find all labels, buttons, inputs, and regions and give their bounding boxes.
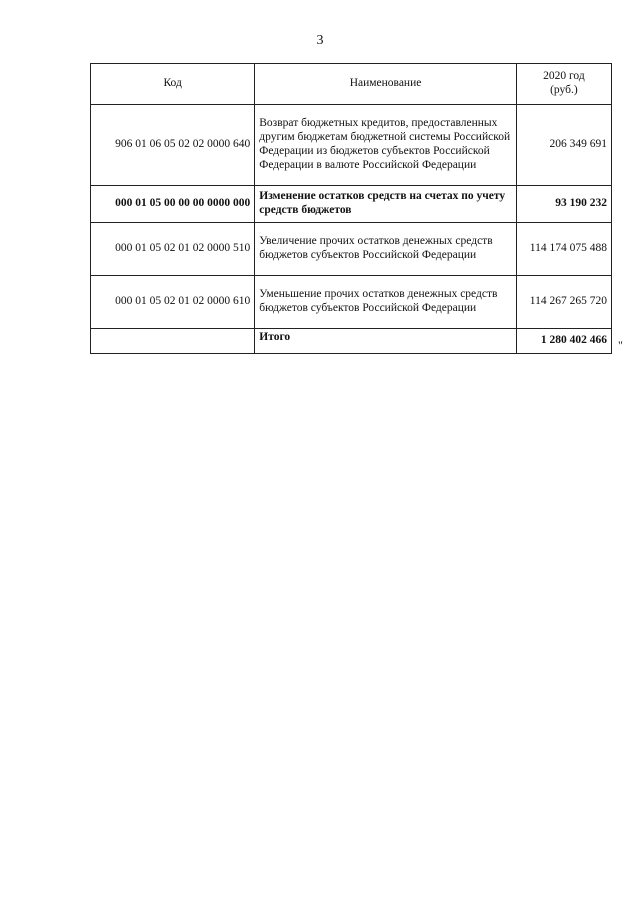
table-row xyxy=(91,276,612,329)
total-label: Итого xyxy=(255,329,517,354)
row-amount: 93 190 232 xyxy=(516,186,611,223)
row-name: Увеличение прочих остатков денежных средств бюджетов субъектов Российской Федерации xyxy=(255,223,517,276)
row-code: 906 01 06 05 02 02 0000 640 xyxy=(91,105,255,186)
row-amount: 206 349 691 xyxy=(516,105,611,186)
table-row xyxy=(91,105,612,186)
closing-quote: " xyxy=(618,338,623,352)
header-name: Наименование xyxy=(255,64,517,105)
header-code: Код xyxy=(91,64,255,105)
table-row xyxy=(91,186,612,223)
total-amount: 1 280 402 466 xyxy=(516,329,611,354)
header-amount-unit: (руб.) xyxy=(550,84,578,96)
table-total-row xyxy=(91,329,612,354)
header-amount-year: 2020 год xyxy=(543,70,585,83)
row-name: Изменение остатков средств на счетах по учету средств бюджетов xyxy=(255,186,517,223)
table-header-row xyxy=(91,64,612,105)
row-code: 000 01 05 02 01 02 0000 510 xyxy=(91,223,255,276)
page-number: 3 xyxy=(316,33,324,48)
budget-sources-table xyxy=(90,63,612,354)
row-code: 000 01 05 02 01 02 0000 610 xyxy=(91,276,255,329)
row-code: 000 01 05 00 00 00 0000 000 xyxy=(91,186,255,223)
row-amount: 114 174 075 488 xyxy=(516,223,611,276)
row-name: Уменьшение прочих остатков денежных средств бюджетов субъектов Российской Федерации xyxy=(255,276,517,329)
row-amount: 114 267 265 720 xyxy=(516,276,611,329)
row-name: Возврат бюджетных кредитов, предоставленных другим бюджетам бюджетной системы Российской Федерации из бюджетов субъектов Российской Федерации в валюте Российской Федерации xyxy=(255,105,517,186)
row-code xyxy=(91,329,255,354)
header-amount xyxy=(516,64,611,105)
table-row xyxy=(91,223,612,276)
